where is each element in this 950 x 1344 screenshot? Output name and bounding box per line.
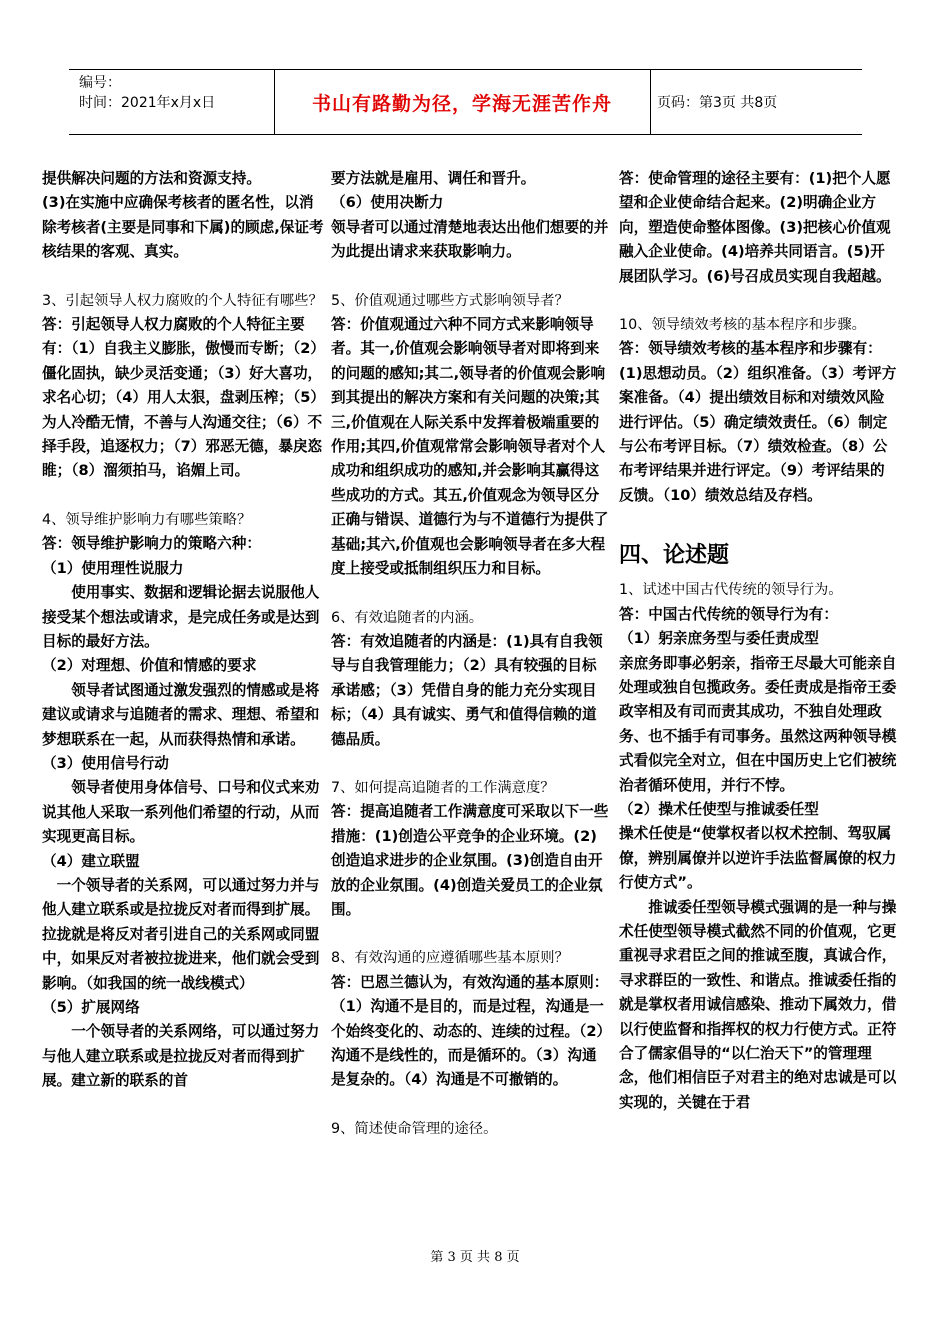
answer-paragraph: 答：领导绩效考核的基本程序和步骤有：(1)思想动员。（2）组织准备。（3）考评方案准备。（4）提出绩效目标和对绩效风险进行评估。（5）确定绩效责任。（6）制定与公布考评目标。（7）绩效检查。（8）公布考评结果并进行评定。（9）考评结果的反馈。（10）绩效总结及存档。	[619, 340, 897, 504]
answer-paragraph: 一个领导者的关系网络，可以通过努力与他人建立联系或是拉拢反对者而得到扩展。建立新的联系的首	[42, 1023, 320, 1090]
header-motto: 书山有路勤为径，学海无涯苦作舟	[311, 92, 612, 115]
paragraph-spacer	[331, 752, 610, 776]
question-heading: 1、试述中国古代传统的领导行为。	[619, 582, 843, 599]
paragraph-spacer	[331, 582, 610, 606]
paragraph-spacer	[619, 289, 898, 313]
paragraph-spacer	[42, 484, 327, 508]
answer-paragraph: （1）躬亲庶务型与委任责成型	[619, 630, 819, 648]
question-heading: 4、领导维护影响力有哪些策略？	[42, 511, 252, 528]
paragraph-spacer	[42, 265, 327, 289]
text-column-3	[619, 167, 898, 1115]
answer-paragraph: 推诚委任型领导模式强调的是一种与操术任使型领导模式截然不同的价值观，它更重视寻求君臣之间的推诚至腹，真诚合作，寻求群臣的一致性、和谐点。推诚委任指的就是掌权者用诚信感染、推动下属效力，借以行使监督和指挥权的权力行使方式。正符合了儒家倡导的“以仁治天下”的管理理念，他们相信臣子对君主的绝对忠诚是可以实现的，关键在于君	[619, 898, 897, 1111]
section-heading: 四、论述题	[619, 543, 730, 569]
answer-paragraph: 使用事实、数据和逻辑论据去说服他人接受某个想法或请求，是完成任务或是达到目标的最好方法。	[42, 584, 320, 650]
answer-paragraph: 答：领导维护影响力的策略六种：	[42, 535, 261, 553]
answer-paragraph: （1）使用理性说服力	[42, 559, 184, 577]
page-footer: 第 3 页 共 8 页	[430, 1250, 520, 1265]
question-heading: 3、引起领导人权力腐败的个人特征有哪些？	[42, 292, 323, 309]
page-header	[69, 69, 862, 135]
paragraph-spacer	[619, 508, 898, 532]
answer-paragraph: （2）操术任使型与推诚委任型	[619, 800, 819, 818]
answer-paragraph: 领导者可以通过清楚地表达出他们想要的并为此提出请求来获取影响力。	[331, 218, 609, 261]
header-number-label: 编号：	[79, 75, 121, 91]
answer-paragraph: （3）使用信号行动	[42, 754, 169, 772]
answer-paragraph: （6）使用决断力	[331, 194, 444, 212]
answer-paragraph: （4）建立联盟	[42, 852, 140, 870]
answer-paragraph: 答：巴恩兰德认为，有效沟通的基本原则：（1）沟通不是目的，而是过程，沟通是一个始终变化的、动态的、连续的过程。（2）沟通不是线性的，而是循环的。（3）沟通是复杂的。（4）沟通是不可撤销的。	[331, 973, 609, 1089]
text-column-1	[42, 167, 327, 1094]
answer-paragraph: 答：使命管理的途径主要有：(1)把个人愿望和企业使命结合起来。(2)明确企业方向，塑造使命整体图像。(3)把核心价值观融入企业使命。(4)培养共同语言。(5)开展团队学习。(6)号召成员实现自我超越。	[619, 170, 891, 285]
text-column-2	[331, 167, 610, 1141]
answer-paragraph: 答：有效追随者的内涵是：(1)具有自我领导与自我管理能力；（2）具有较强的目标承诺感；（3）凭借自身的能力充分实现目标；（4）具有诚实、勇气和值得信赖的道德品质。	[331, 632, 603, 748]
question-heading: 7、如何提高追随者的工作满意度？	[331, 779, 555, 796]
header-date: 时间：2021年x月x日	[79, 95, 216, 111]
answer-paragraph: (3)在实施中应确保考核者的匿名性，以消除考核者(主要是同事和下属)的顾虑,保证考核结果的客观、真实。	[42, 194, 324, 261]
answer-paragraph: 领导者使用身体信号、口号和仪式来劝说其他人采取一系列他们希望的行动，从而实现更高目标。	[42, 779, 320, 846]
answer-paragraph: （2）对理想、价值和情感的要求	[42, 657, 257, 675]
answer-paragraph: 答：引起领导人权力腐败的个人特征主要有：（1）自我主义膨胀，傲慢而专断；（2）僵化固执，缺少灵活变通；（3）好大喜功，求名心切；（4）用人太狠，盘剥压榨；（5）为人冷酷无情，不善与人沟通交往；（6）不择手段，追逐权力；（7）邪恶无德，暴戾恣睢；（8）溜须拍马，谄媚上司。	[42, 316, 325, 480]
answer-paragraph: 要方法就是雇用、调任和晋升。	[331, 170, 536, 187]
answer-paragraph: （5）扩展网络	[42, 999, 140, 1016]
question-heading: 8、有效沟通的应遵循哪些基本原则？	[331, 950, 569, 967]
question-heading: 5、价值观通过哪些方式影响领导者？	[331, 292, 569, 309]
header-meta	[69, 70, 274, 134]
answer-paragraph: 亲庶务即事必躬亲，指帝王尽最大可能亲自处理或独自包揽政务。委任责成是指帝王委政宰相及有司而责其成功，不独自处理政务、也不插手有司事务。虽然这两种领导模式看似完全对立，但在中国历史上它们被统治者循环使用，并行不悖。	[619, 654, 897, 794]
answer-paragraph: 领导者试图通过激发强烈的情感或是将建议或请求与追随者的需求、理想、希望和梦想联系在一起，从而获得热情和承诺。	[42, 681, 320, 748]
paragraph-spacer	[331, 1093, 610, 1117]
paragraph-spacer	[331, 922, 610, 946]
question-heading: 10、领导绩效考核的基本程序和步骤。	[619, 317, 866, 334]
question-heading: 6、有效追随者的内涵。	[331, 609, 484, 626]
question-heading: 9、简述使命管理的途径。	[331, 1120, 498, 1137]
answer-paragraph: 答：中国古代传统的领导行为有：	[619, 605, 838, 623]
answer-paragraph: 答：价值观通过六种不同方式来影响领导者。其一,价值观会影响领导者对即将到来的问题的感知;其二,领导者的价值观会影响到其提出的解决方案和有关问题的决策;其三,价值观在人际关系中发挥着极端重要的作用;其四,价值观常常会影响领导者对个人成功和组织成功的感知,并会影响其赢得这些成功的方式。其五,价值观念为领导区分正确与错误、道德行为与不道德行为提供了基础;其六,价值观也会影响领导者在多大程度上接受或抵制组织压力和目标。	[331, 316, 609, 578]
header-page-info: 页码：第3页 共8页	[657, 95, 778, 111]
answer-paragraph: 操术任使是“使掌权者以权术控制、驾驭属僚，辨别属僚并以逆许手法监督属僚的权力行使方式”。	[619, 825, 897, 892]
answer-paragraph: 答：提高追随者工作满意度可采取以下一些措施：(1)创造公平竞争的企业环境。(2)创造追求进步的企业氛围。(3)创造自由开放的企业氛围。(4)创造关爱员工的企业氛围。	[331, 803, 609, 918]
answer-paragraph: 一个领导者的关系网，可以通过努力并与他人建立联系或是拉拢反对者而得到扩展。拉拢就是将反对者引进自己的关系网或同盟中，如果反对者被拉拢进来，他们就会受到影响。（如我国的统一战线模式）	[42, 876, 320, 992]
paragraph-spacer	[331, 265, 610, 289]
answer-paragraph: 提供解决问题的方法和资源支持。	[42, 170, 261, 187]
